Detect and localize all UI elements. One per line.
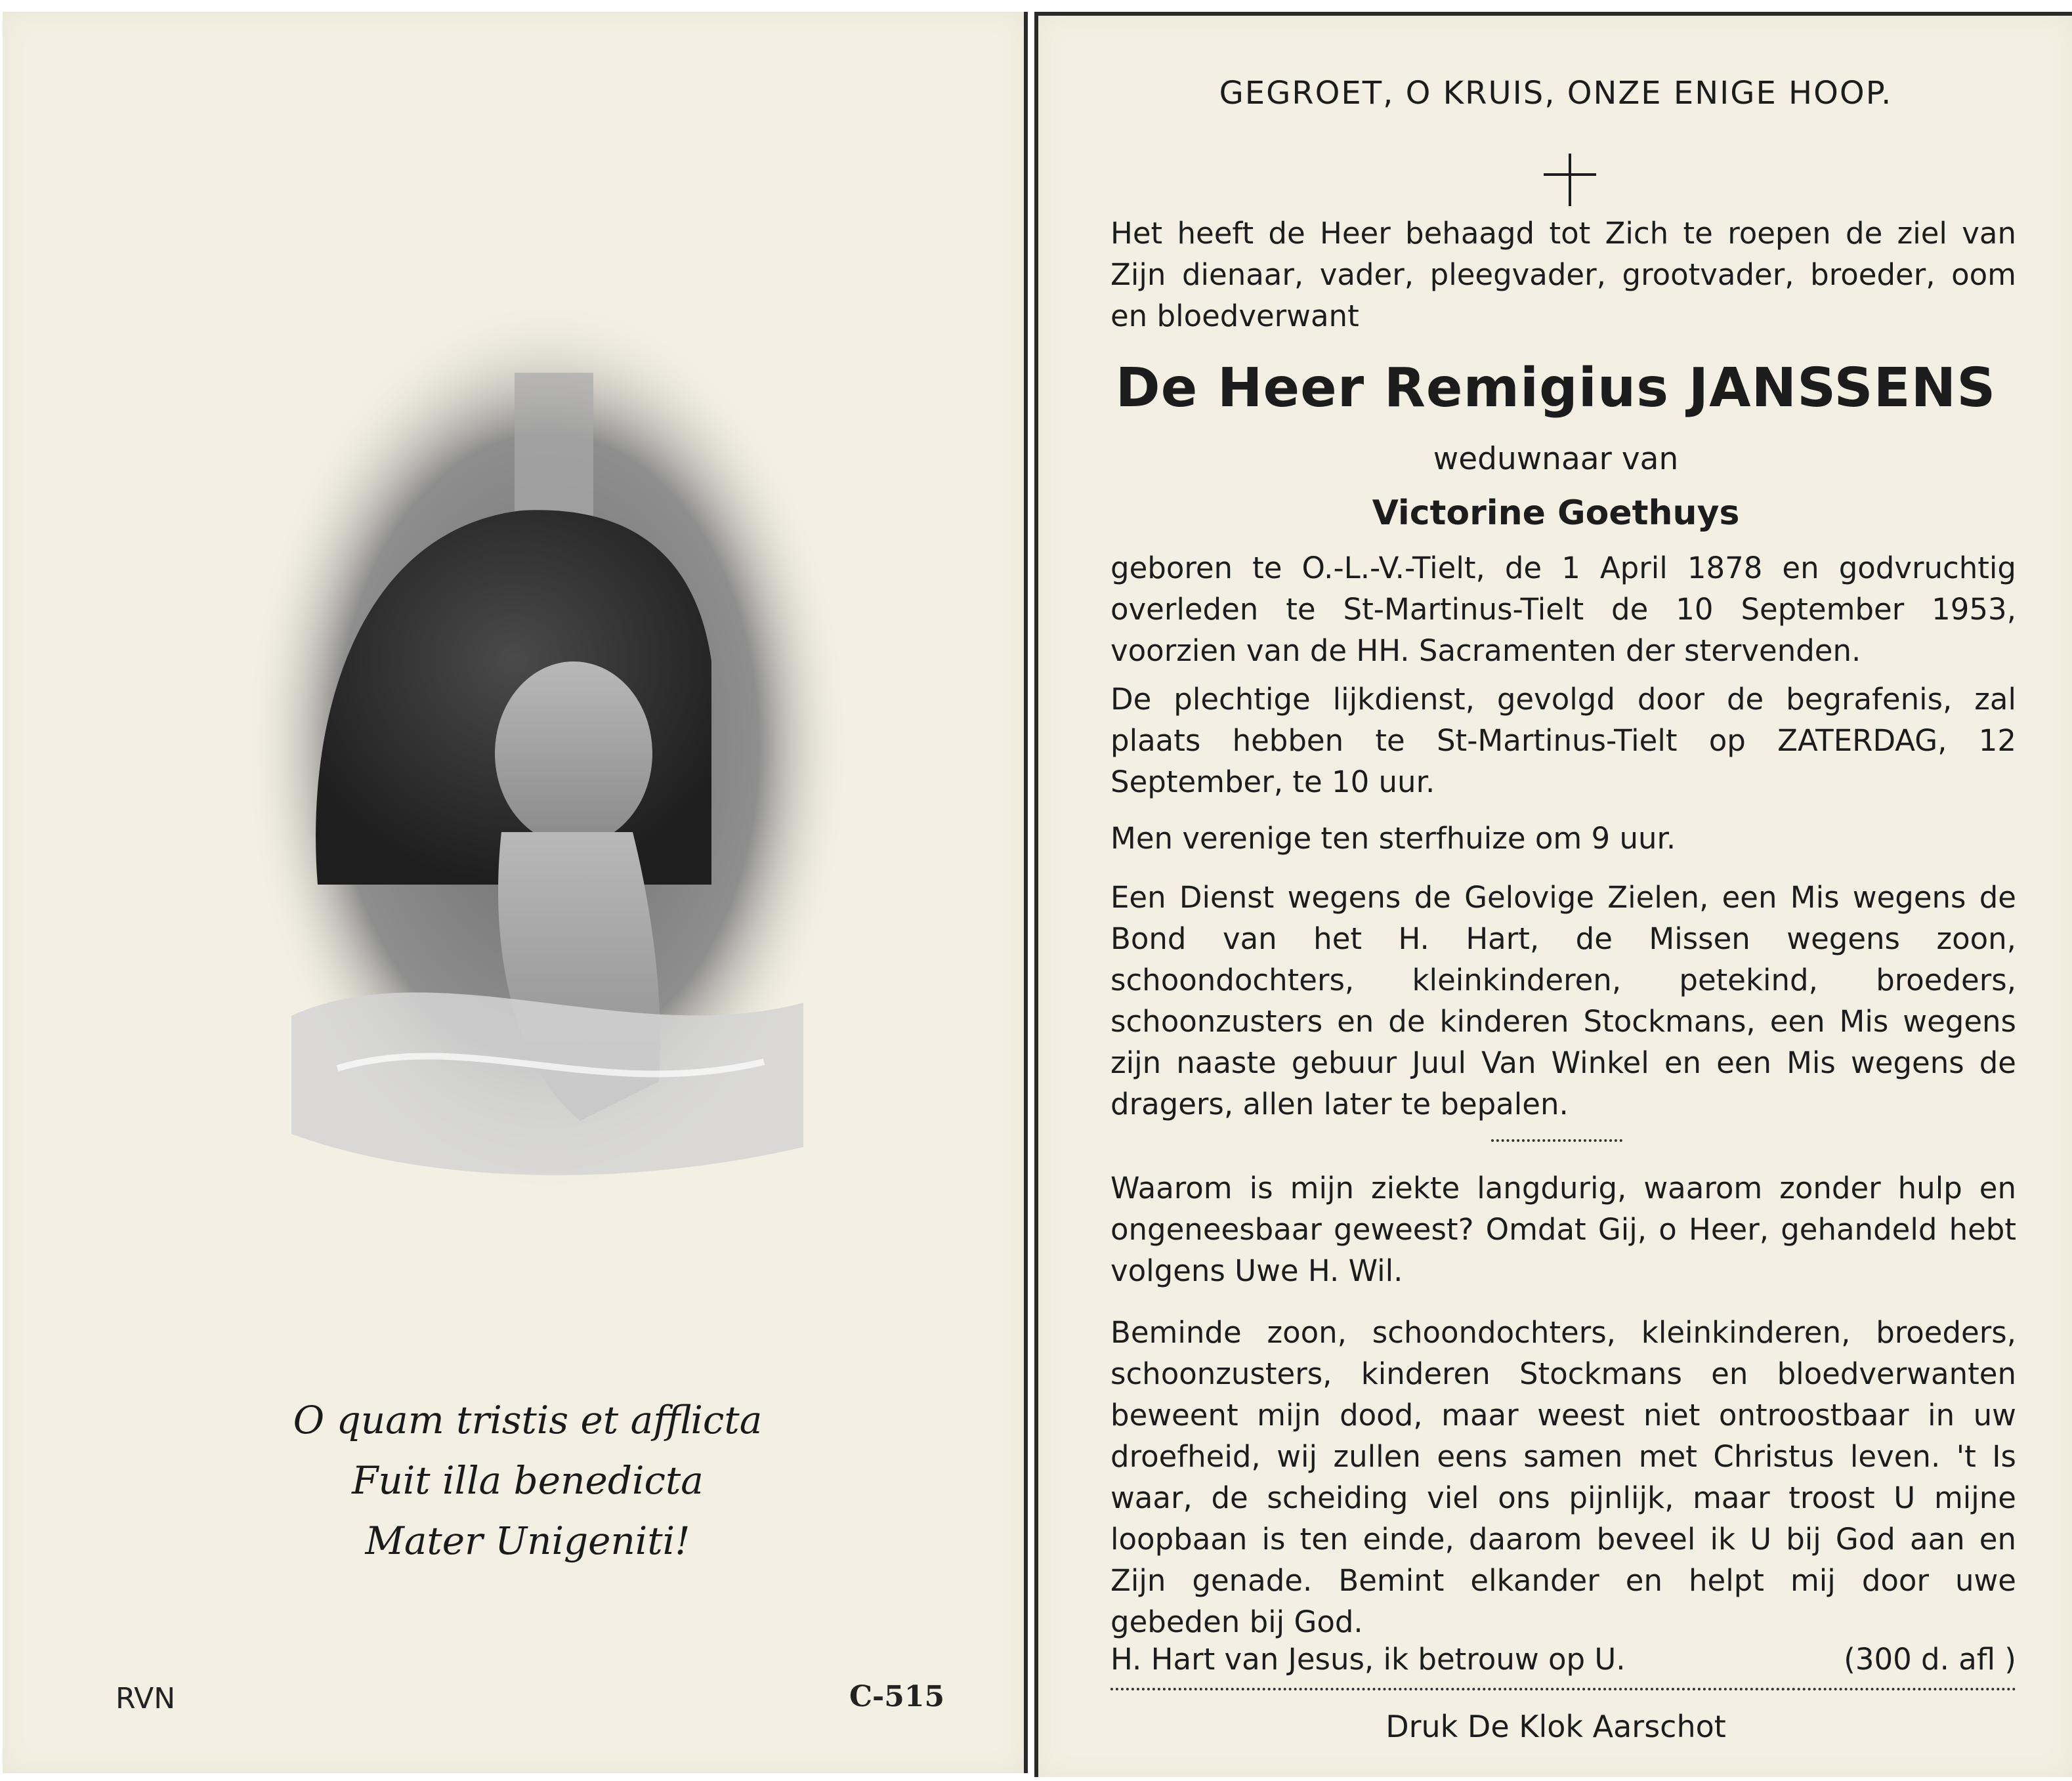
deceased-name: De Heer Remigius JANSSENS (1115, 357, 1997, 419)
latin-line-2: Fuit illa benedicta (352, 1458, 704, 1503)
card-back (1034, 12, 2072, 1777)
farewell-paragraph: Beminde zoon, schoondochters, kleinkinderen, broeders, schoonzusters, kinderen Stockmans en bloedverwanten beweent mijn dood, maar weest niet ontroostbaar in uw droefheid, wij zullen eens samen met Christus leven. 't Is waar, de scheiding viel ons pijnlijk, maar troost U mijne loopbaan is ten einde, daarom beveel ik U bij God aan en Zijn genade. Bemint elkander en helpt mij door uwe gebeden bij God. (1110, 1315, 2016, 1639)
cross-icon (1544, 154, 1596, 206)
masses-paragraph: Een Dienst wegens de Gelovige Zielen, een Mis wegens de Bond van het H. Hart, de Missen wegens zoon, schoondochters, kleinkinderen, petekind, broeders, schoonzusters en de kinderen Stockmans, een Mis wegens zijn naaste gebuur Juul Van Winkel en een Mis wegens de dragers, allen later te bepalen. (1110, 880, 2016, 1121)
indulgence-text: (300 d. afl ) (1844, 1642, 2016, 1677)
gathering-paragraph: Men verenige ten sterfhuize om 9 uur. (1110, 821, 1676, 856)
funeral-paragraph: De plechtige lijkdienst, gevolgd door de begrafenis, zal plaats hebben te St-Martinus-Tielt op ZATERDAG, 12 September, te 10 uur. (1110, 682, 2016, 799)
latin-line-1: O quam tristis et afflicta (293, 1398, 763, 1442)
widower-label: weduwnaar van (1433, 441, 1679, 477)
heading: GEGROET, O KRUIS, ONZE ENIGE HOOP. (1219, 75, 1893, 112)
card-code: C-515 (849, 1680, 945, 1713)
prayer-text: H. Hart van Jesus, ik betrouw op U. (1110, 1642, 1626, 1677)
prayer-row (1110, 1642, 2016, 1677)
intro-paragraph: Het heeft de Heer behaagd tot Zich te roepen de ziel van Zijn dienaar, vader, pleegvader, grootvader, broeder, oom en bloedverwant (1110, 216, 2016, 333)
spouse-name: Victorine Goethuys (1372, 493, 1740, 533)
latin-line-3: Mater Unigeniti! (365, 1519, 690, 1563)
pieta-illustration (239, 294, 856, 1200)
verse-paragraph: Waarom is mijn ziekte langdurig, waarom zonder hulp en ongeneesbaar geweest? Omdat Gij, o Heer, gehandeld hebt volgens Uwe H. Wil. (1110, 1171, 2016, 1288)
birth-death-paragraph: geboren te O.-L.-V.-Tielt, de 1 April 1878 en godvruchtig overleden te St-Martinus-Tielt de 10 September 1953, voorzien van de HH. Sacramenten der stervenden. (1110, 551, 2016, 668)
printer-mark: RVN (116, 1682, 176, 1715)
printer-credit: Druk De Klok Aarschot (1385, 1709, 1726, 1744)
short-divider (1491, 1139, 1622, 1142)
card-front (3, 12, 1028, 1773)
long-divider (1110, 1688, 2016, 1690)
latin-verse (200, 1390, 856, 1571)
